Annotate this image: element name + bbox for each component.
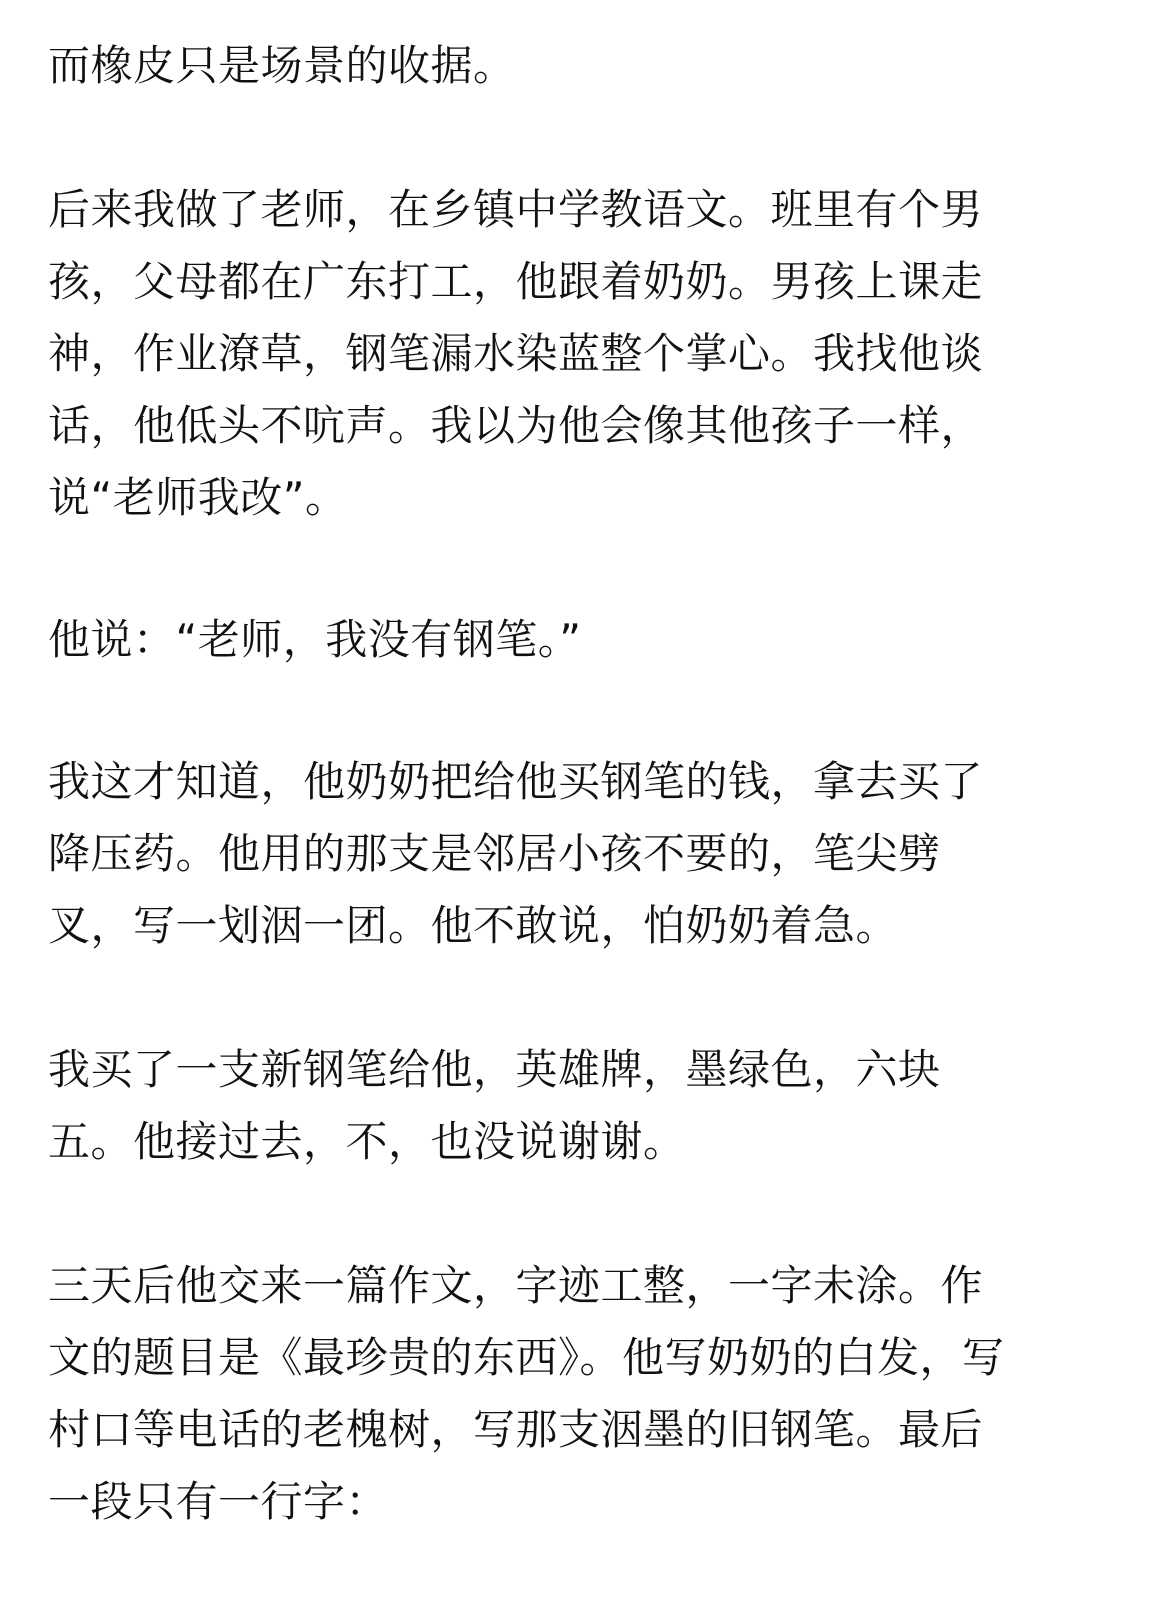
text-line: 我这才知道，他奶奶把给他买钢笔的钱，拿去买了 bbox=[48, 757, 984, 806]
text-line: 文的题目是《最珍贵的东西》。他写奶奶的白发，写 bbox=[48, 1333, 1005, 1382]
paragraph-essay bbox=[48, 1250, 1138, 1538]
text-line: 话，他低头不吭声。我以为他会像其他孩子一样， bbox=[48, 401, 984, 450]
text-line: 降压药。他用的那支是邻居小孩不要的，笔尖劈 bbox=[48, 829, 941, 878]
paragraph-quote bbox=[48, 604, 1138, 676]
text-fragment: 五。他接过去，不 bbox=[48, 1117, 389, 1166]
text-line: 神，作业潦草，钢笔漏水染蓝整个掌心。我找他谈 bbox=[48, 329, 984, 378]
text-line: 他说：“老师，我没有钢笔。” bbox=[48, 615, 582, 664]
paragraph-teacher bbox=[48, 174, 1138, 534]
text-line: 后来我做了老师，在乡镇中学教语文。班里有个男 bbox=[48, 185, 984, 234]
text-line: 孩，父母都在广东打工，他跟着奶奶。男孩上课走 bbox=[48, 257, 984, 306]
text-fragment: ，也没说谢谢。 bbox=[388, 1117, 686, 1166]
text-line: 我买了一支新钢笔给他，英雄牌，墨绿色，六块 bbox=[48, 1045, 941, 1094]
text-line: 而橡皮只是场景的收据。 bbox=[48, 41, 516, 90]
paragraph-new-pen bbox=[48, 1034, 1138, 1178]
text-line: 一段只有一行字： bbox=[48, 1477, 389, 1526]
text-line: 叉，写一划洇一团。他不敢说，怕奶奶着急。 bbox=[48, 901, 899, 950]
text-line-with-redaction bbox=[48, 1106, 1138, 1178]
text-line: 村口等电话的老槐树，写那支洇墨的旧钢笔。最后 bbox=[48, 1405, 984, 1454]
paragraph-grandmother bbox=[48, 746, 1138, 962]
paragraph-eraser bbox=[48, 30, 1138, 102]
text-line: 说“老师我改”。 bbox=[48, 473, 348, 522]
text-line: 三天后他交来一篇作文，字迹工整，一字未涂。作 bbox=[48, 1261, 984, 1310]
